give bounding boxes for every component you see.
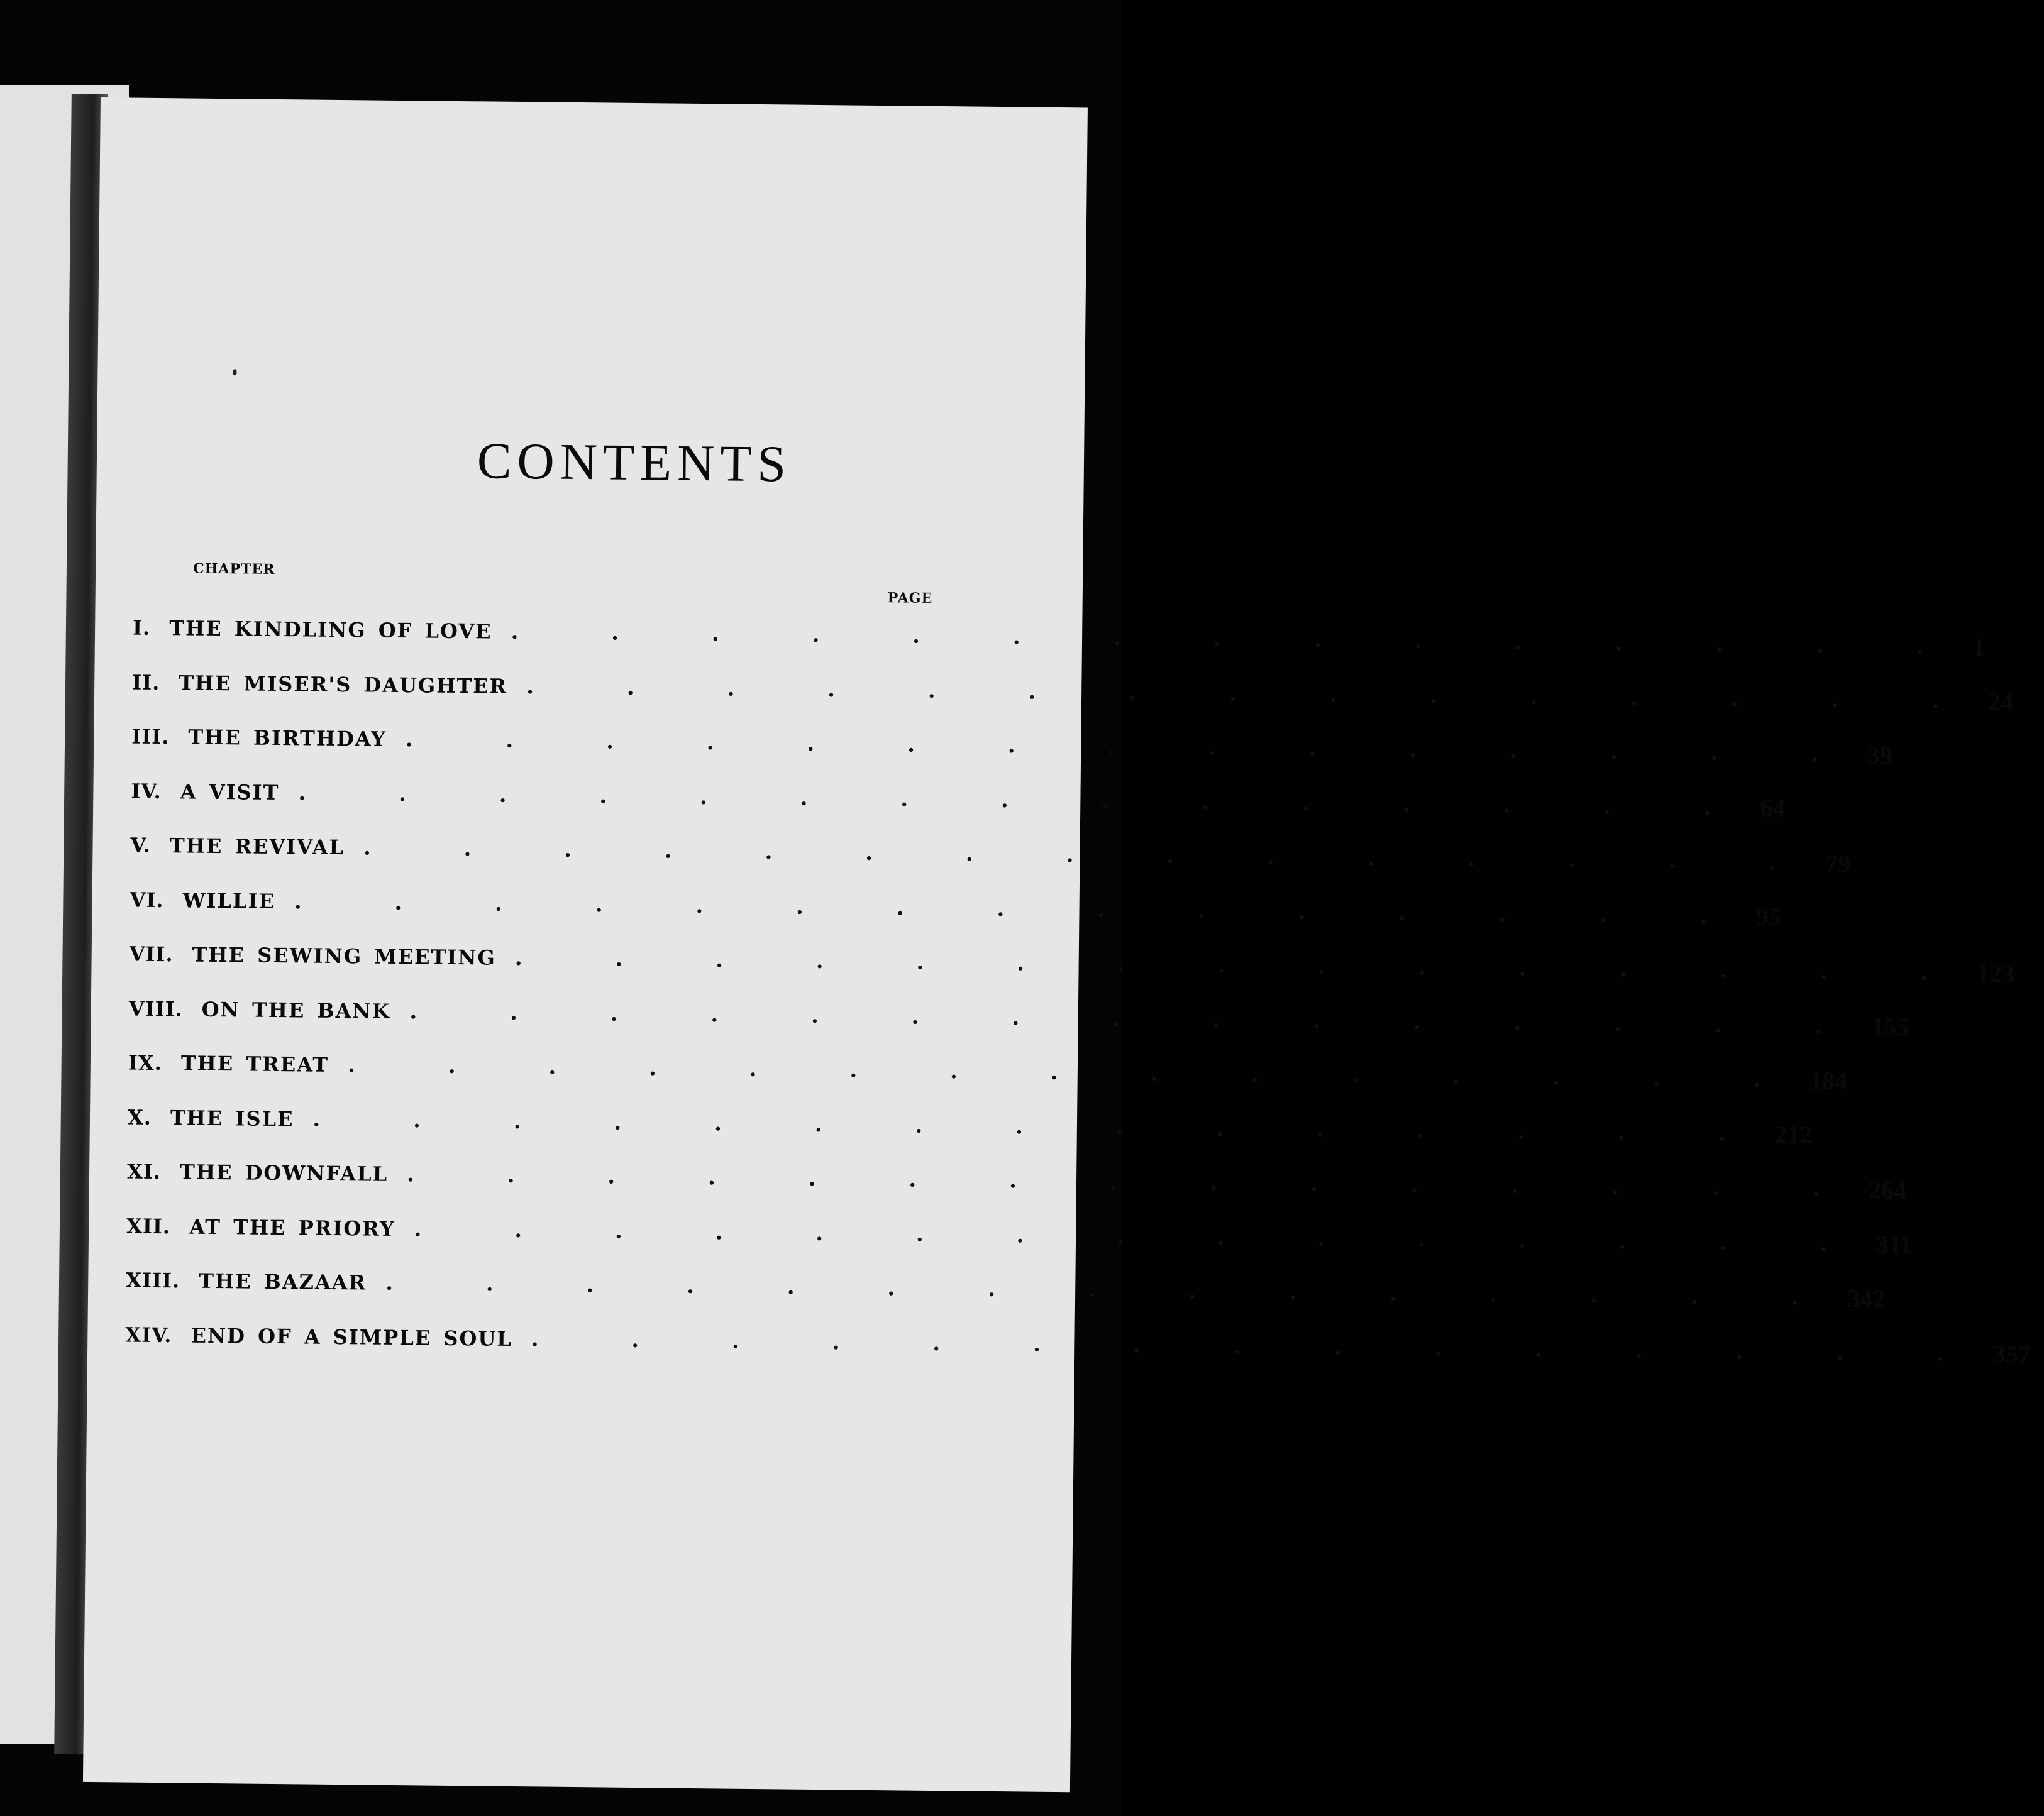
toc-entry xyxy=(130,872,1782,935)
toc-entry xyxy=(130,818,1851,881)
dot-leader: . . . . . . . . . . . . . . . xyxy=(514,945,1971,986)
page-number: 342 xyxy=(1847,1284,1886,1313)
page-number: 123 xyxy=(1976,959,2015,988)
page-number: 264 xyxy=(1869,1175,1907,1204)
page-column-heading: PAGE xyxy=(887,590,933,607)
dot-leader: . . . . . . . . . . . . . . . xyxy=(526,673,1982,715)
chapter-number: XI. xyxy=(126,1159,162,1184)
chapter-title: THE TREAT xyxy=(180,1051,329,1077)
chapter-number: IV. xyxy=(131,779,162,803)
chapter-column-heading: CHAPTER xyxy=(193,560,275,578)
chapter-number: XIV. xyxy=(125,1323,172,1348)
chapter-number: VII. xyxy=(129,942,174,967)
chapter-number: III. xyxy=(131,724,170,749)
chapter-number: IX. xyxy=(128,1050,163,1076)
page-content xyxy=(83,97,2031,1792)
chapter-title: WILLIE xyxy=(182,888,276,913)
chapter-number: X. xyxy=(127,1105,152,1130)
dot-leader: . . . . . . . . . . . . . . . xyxy=(363,835,1820,876)
dot-leader: . . . . . . . . . . . . . . . xyxy=(409,998,1865,1040)
chapter-title: THE REVIVAL xyxy=(169,834,345,860)
page-number: 311 xyxy=(1876,1230,1913,1259)
toc-entry xyxy=(132,601,1986,664)
contents-page xyxy=(83,97,2031,1792)
toc-entry xyxy=(126,1253,1886,1316)
dot-leader: . . . . . . . . . . . . . . . xyxy=(347,1052,1804,1093)
chapter-number: XII. xyxy=(126,1214,171,1239)
chapter-number: VI. xyxy=(130,888,164,912)
toc-entry xyxy=(126,1145,1907,1208)
dot-leader: . . . . . . . . . . . . . . . xyxy=(294,889,1750,930)
toc-entry xyxy=(127,1090,1813,1153)
table-of-contents xyxy=(125,601,2031,1370)
chapter-title: THE DOWNFALL xyxy=(179,1160,389,1187)
toc-entry xyxy=(125,1307,2031,1370)
toc-entry xyxy=(132,655,2014,718)
page-number: 184 xyxy=(1809,1066,1848,1095)
chapter-title: END OF A SIMPLE SOUL xyxy=(191,1323,512,1351)
toc-entry xyxy=(126,1199,1913,1262)
chapter-title: THE MISER'S DAUGHTER xyxy=(179,671,508,698)
page-number: 24 xyxy=(1988,687,2014,717)
page-number: 79 xyxy=(1825,849,1851,878)
toc-entry xyxy=(131,710,1893,773)
dot-leader: . . . . . . . . . . . . . . . xyxy=(298,780,1754,821)
chapter-title: ON THE BANK xyxy=(201,997,391,1023)
chapter-title: A VISIT xyxy=(180,779,280,805)
chapter-number: II. xyxy=(132,670,160,695)
chapter-title: THE SEWING MEETING xyxy=(192,942,497,970)
chapter-title: THE BAZAAR xyxy=(198,1268,367,1295)
dot-leader: . . . . . . . . . . . . . . . xyxy=(531,1326,1987,1367)
chapter-number: VIII. xyxy=(128,996,183,1021)
dot-leader: . . . . . . . . . . . . . . . xyxy=(511,619,1967,660)
dot-leader: . . . . . . . . . . . . . . . xyxy=(312,1106,1769,1147)
page-number: 1 xyxy=(1972,632,1986,662)
toc-entry xyxy=(131,764,1786,827)
dot-leader: . . . . . . . . . . . . . . . xyxy=(385,1270,1842,1311)
chapter-title: THE KINDLING OF LOVE xyxy=(169,616,492,644)
chapter-title: THE BIRTHDAY xyxy=(188,725,387,752)
dot-leader: . . . . . . . . . . . . . . . xyxy=(405,727,1862,768)
toc-entry xyxy=(128,1036,1848,1099)
chapter-title: AT THE PRIORY xyxy=(189,1214,395,1241)
ink-speck xyxy=(233,369,236,375)
chapter-number: XIII. xyxy=(126,1268,180,1293)
chapter-number: V. xyxy=(130,833,152,858)
chapter-title: THE ISLE xyxy=(170,1106,294,1131)
page-number: 95 xyxy=(1755,902,1782,932)
dot-leader: . . . . . . . . . . . . . . . xyxy=(406,1162,1863,1202)
dot-leader: . . . . . . . . . . . . . . . xyxy=(414,1216,1870,1257)
page-number: 64 xyxy=(1760,793,1786,823)
page-number: 39 xyxy=(1867,740,1893,769)
toc-entry xyxy=(128,981,1909,1044)
page-title: CONTENTS xyxy=(477,432,792,493)
chapter-number: I. xyxy=(132,615,151,641)
page-number: 357 xyxy=(1992,1340,2031,1369)
page-number: 155 xyxy=(1871,1012,1909,1042)
page-number: 212 xyxy=(1774,1120,1813,1149)
toc-entry xyxy=(129,927,2015,990)
